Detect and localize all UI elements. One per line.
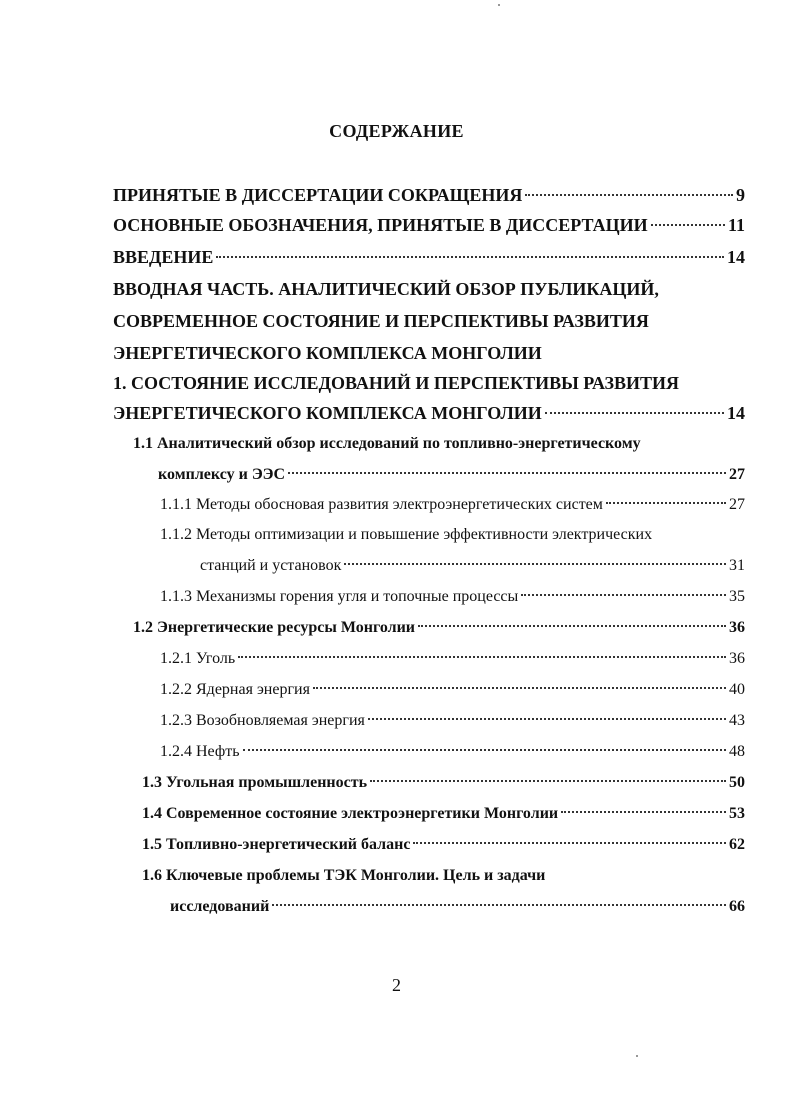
toc-entry[interactable]: [158, 462, 745, 488]
toc-entry-title: 1.2.2 Ядерная энергия: [160, 681, 310, 698]
toc-section-line: 1.6 Ключевые проблемы ТЭК Монголии. Цель и задачи: [142, 867, 546, 884]
toc-entry[interactable]: [160, 739, 745, 765]
toc-entry[interactable]: [160, 584, 745, 610]
toc-entry-page: 31: [729, 557, 745, 574]
dot-leader: [606, 502, 726, 504]
toc-entry-title: 1.1.1 Методы обосновая развития электроэнергетических систем: [160, 496, 603, 513]
toc-entry[interactable]: [113, 400, 745, 426]
toc-entry-page: 53: [729, 805, 745, 822]
toc-entry-title: 1.3 Угольная промышленность: [142, 774, 368, 791]
toc-entry-title: 1.5 Топливно-энергетический баланс: [142, 836, 411, 853]
toc-heading-line: ВВОДНАЯ ЧАСТЬ. АНАЛИТИЧЕСКИЙ ОБЗОР ПУБЛИКАЦИЙ,: [113, 279, 659, 299]
dot-leader: [368, 718, 726, 720]
toc-subsection-line: 1.1.2 Методы оптимизации и повышение эффективности электрических: [160, 526, 653, 543]
toc-entry[interactable]: [113, 182, 745, 208]
dot-leader: [272, 904, 726, 906]
dot-leader: [313, 687, 726, 689]
toc-entry-page: 48: [729, 743, 745, 760]
dot-leader: [344, 563, 726, 565]
toc-entry-title: 1.2 Энергетические ресурсы Монголии: [133, 619, 416, 636]
dot-leader: [545, 412, 724, 414]
toc-entry-page: 40: [729, 681, 745, 698]
dot-leader: [418, 625, 726, 627]
toc-entry[interactable]: [113, 244, 745, 270]
toc-entry-title: 1.2.1 Уголь: [160, 650, 236, 667]
dot-leader: [238, 656, 726, 658]
toc-entry-title: 1.2.4 Нефть: [160, 743, 240, 760]
dot-leader: [216, 256, 724, 258]
toc-entry-page: 36: [729, 619, 745, 636]
page-number: 2: [392, 975, 401, 995]
toc-entry[interactable]: [133, 615, 745, 641]
dot-leader: [525, 194, 733, 196]
toc-entry-title: ОСНОВНЫЕ ОБОЗНАЧЕНИЯ, ПРИНЯТЫЕ В ДИССЕРТАЦИИ: [113, 215, 648, 235]
toc-entry[interactable]: [160, 708, 745, 734]
toc-entry[interactable]: [200, 553, 745, 579]
toc-entry[interactable]: [160, 646, 745, 672]
toc-entry-page: 14: [727, 403, 745, 423]
toc-entry-page: 27: [729, 496, 745, 513]
dot-leader: [561, 811, 726, 813]
scan-speck: [498, 4, 500, 6]
toc-entry[interactable]: [142, 801, 745, 827]
toc-section-line: 1.1 Аналитический обзор исследований по топливно-энергетическому: [133, 435, 641, 452]
toc-entry-page: 27: [729, 466, 745, 483]
toc-entry-page: 9: [736, 185, 745, 205]
toc-entry[interactable]: [160, 677, 745, 703]
toc-entry-title: 1.4 Современное состояние электроэнергетики Монголии: [142, 805, 559, 822]
dot-leader: [243, 749, 726, 751]
toc-entry-title: ВВЕДЕНИЕ: [113, 247, 214, 267]
toc-entry-title: 1.1.3 Механизмы горения угля и топочные процессы: [160, 588, 519, 605]
toc-heading-line: ЭНЕРГЕТИЧЕСКОГО КОМПЛЕКСА МОНГОЛИИ: [113, 343, 542, 363]
toc-entry-title: комплексу и ЭЭС: [158, 466, 286, 483]
toc-entry[interactable]: [142, 770, 745, 796]
toc-entry[interactable]: [170, 894, 745, 920]
toc-entry-page: 62: [729, 836, 745, 853]
toc-entry-page: 11: [727, 215, 745, 235]
toc-entry-title: станций и установок: [200, 557, 342, 574]
toc-entry-page: 36: [729, 650, 745, 667]
toc-entry-page: 66: [729, 898, 745, 915]
scan-speck: [636, 1055, 638, 1057]
toc-entry-title: исследований: [170, 898, 270, 915]
toc-entry-page: 43: [729, 712, 745, 729]
dot-leader: [370, 780, 726, 782]
toc-entry[interactable]: [142, 832, 745, 858]
toc-entry-title: ПРИНЯТЫЕ В ДИССЕРТАЦИИ СОКРАЩЕНИЯ: [113, 185, 523, 205]
dot-leader: [288, 472, 726, 474]
toc-entry-page: 14: [727, 247, 745, 267]
toc-heading-line: 1. СОСТОЯНИЕ ИССЛЕДОВАНИЙ И ПЕРСПЕКТИВЫ РАЗВИТИЯ: [113, 373, 680, 393]
toc-entry-page: 35: [729, 588, 745, 605]
toc-heading-line: СОВРЕМЕННОЕ СОСТОЯНИЕ И ПЕРСПЕКТИВЫ РАЗВИТИЯ: [113, 311, 649, 331]
toc-entry[interactable]: [113, 212, 745, 238]
toc-entry-title: ЭНЕРГЕТИЧЕСКОГО КОМПЛЕКСА МОНГОЛИИ: [113, 403, 542, 423]
dot-leader: [651, 224, 725, 226]
toc-entry-title: 1.2.3 Возобновляемая энергия: [160, 712, 365, 729]
toc-entry[interactable]: [160, 492, 745, 518]
dot-leader: [521, 594, 726, 596]
page-title: СОДЕРЖАНИЕ: [329, 121, 464, 141]
dot-leader: [413, 842, 726, 844]
toc-entry-page: 50: [729, 774, 745, 791]
